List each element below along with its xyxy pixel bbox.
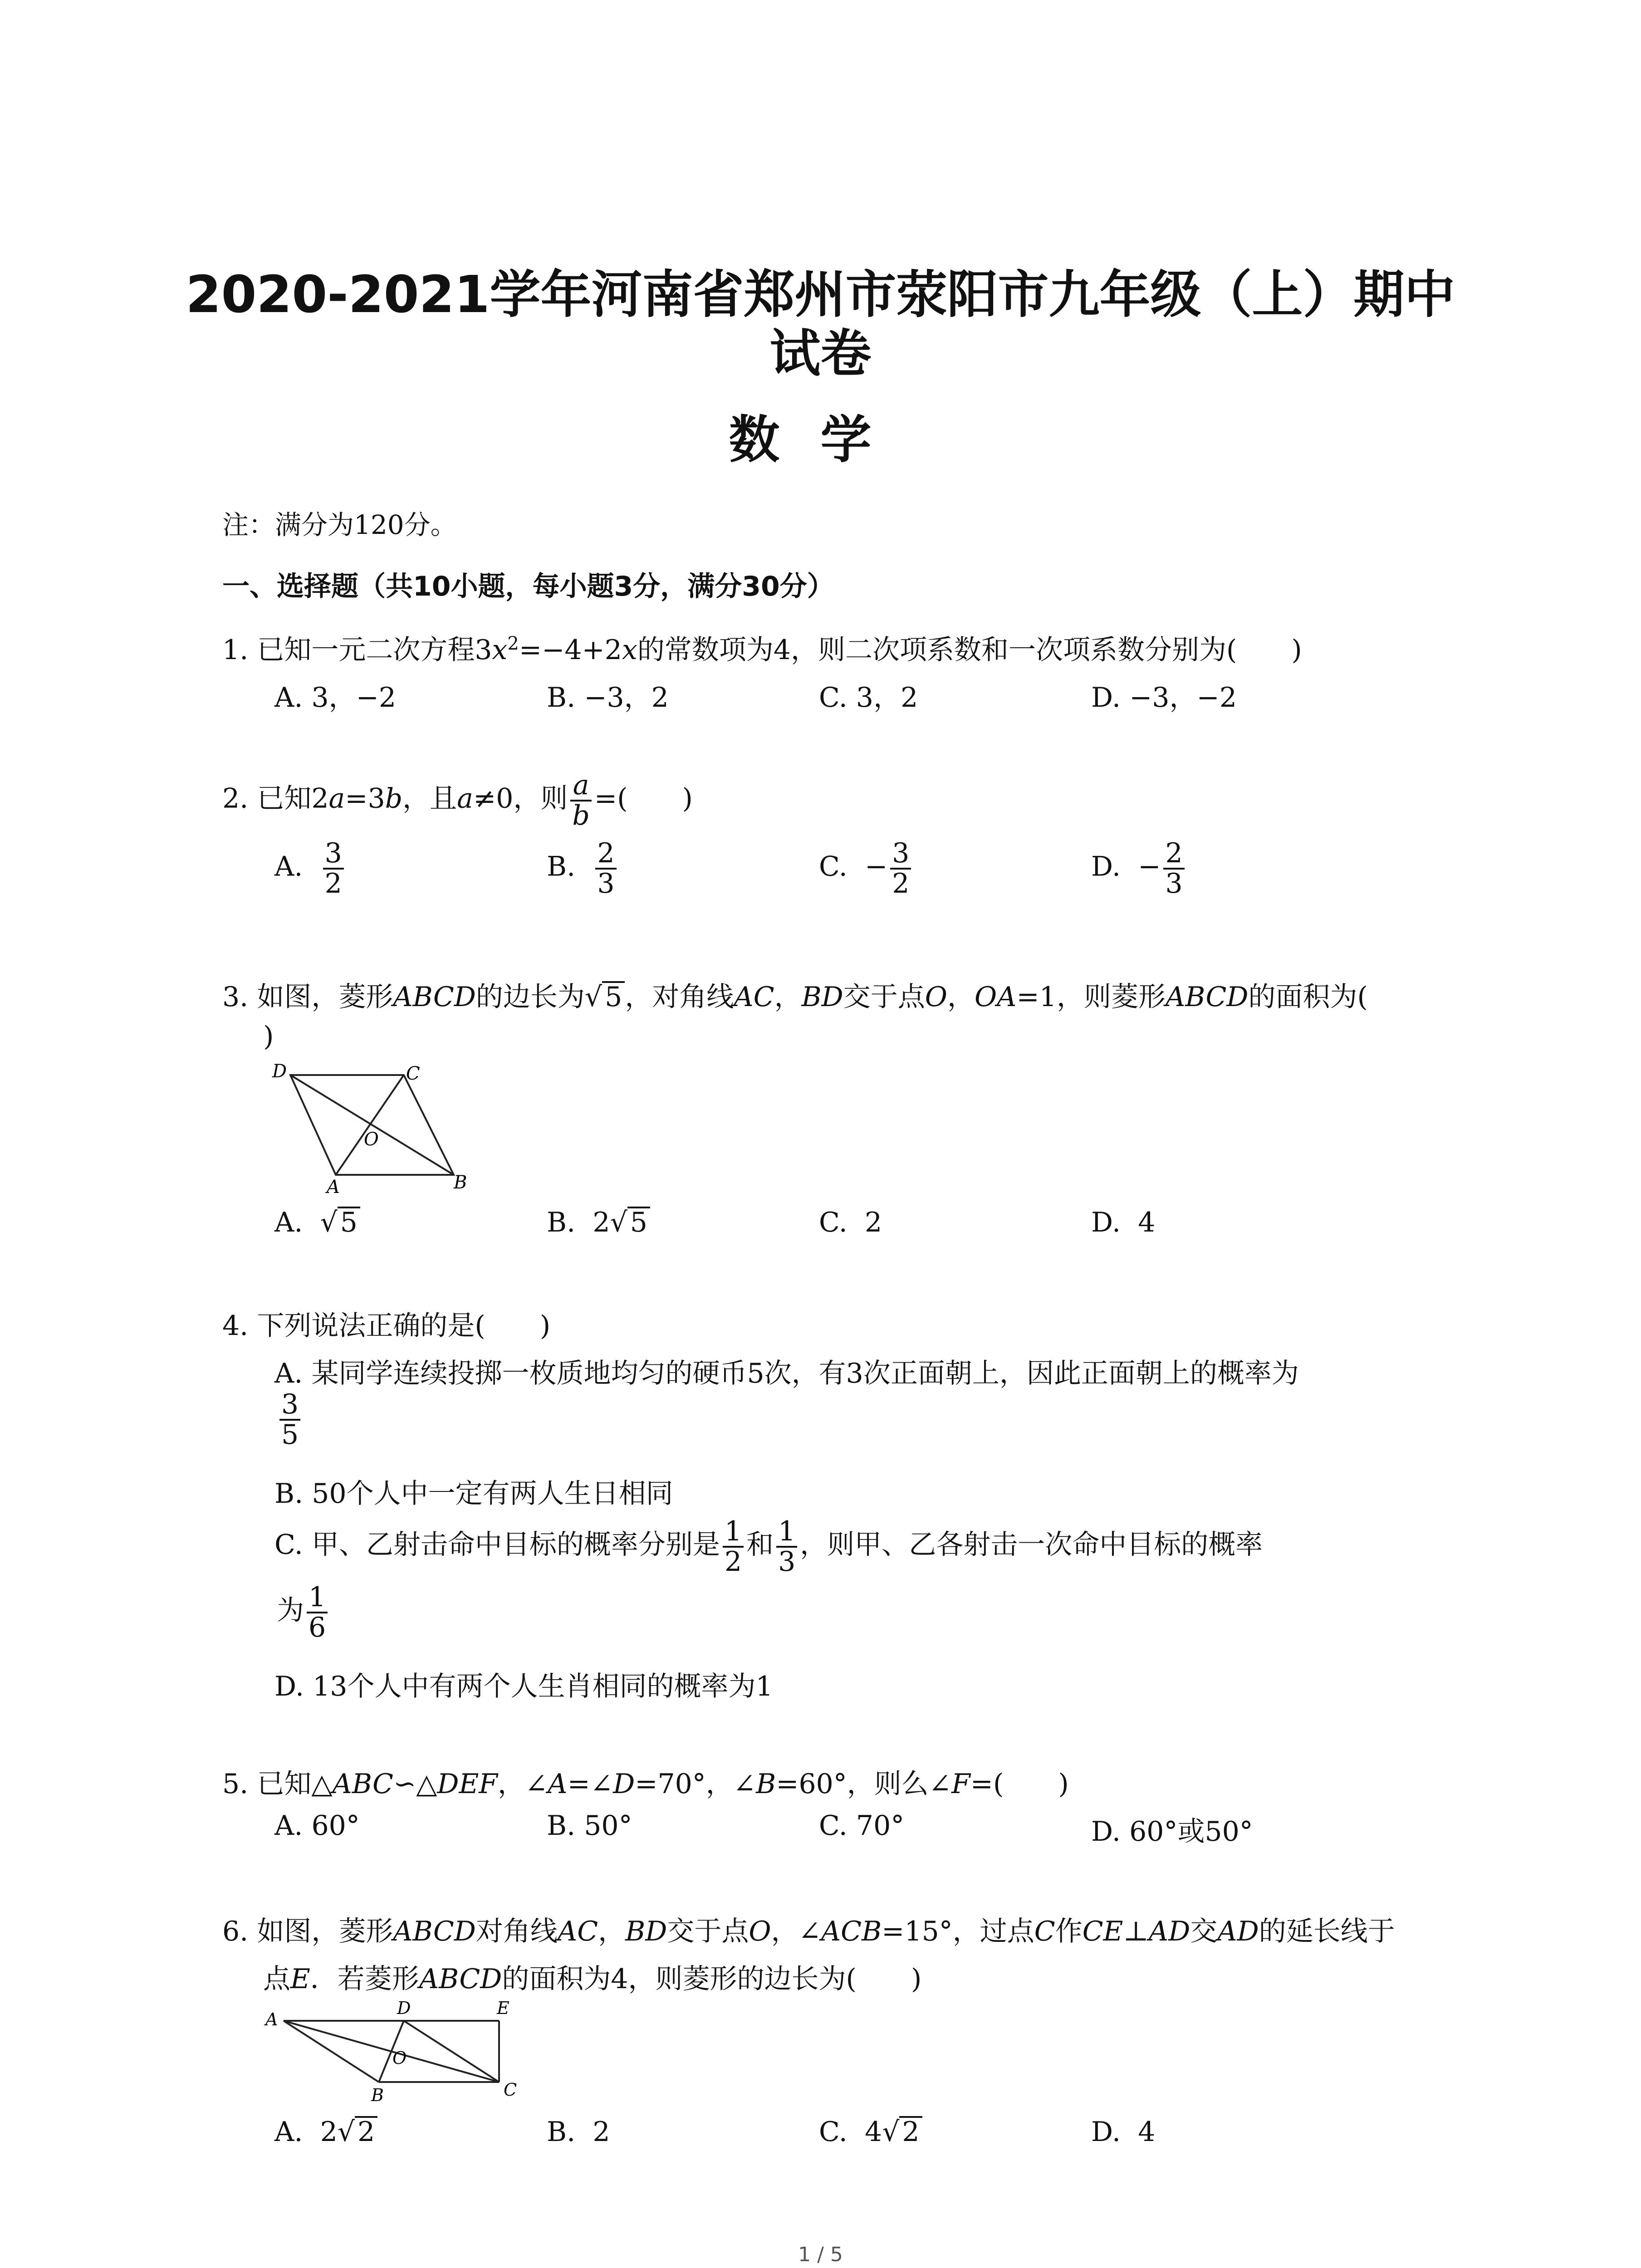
- question-6: 6. 如图，菱形ABCD对角线AC，BD交于点O，∠ACB=15°，过点C作CE⊥AD交AD的延长线于: [222, 1916, 1395, 1947]
- question-3: 3. 如图，菱形ABCD的边长为√ 5 ，对角线AC，BD交于点O，OA=1，则菱形ABCD的面积为(: [222, 981, 1368, 1013]
- question-4: 4. 下列说法正确的是( ): [222, 1310, 551, 1342]
- q1-option-b: B. −3，2: [547, 682, 669, 714]
- diagonal-ac: [336, 1075, 404, 1175]
- question-5: 5. 已知△ABC∽△DEF，∠A=∠D=70°，∠B=60°，则么∠F=( ): [222, 1768, 1069, 1800]
- q6-rhombus-figure: [263, 1996, 526, 2105]
- question-3-line2: ): [263, 1021, 274, 1052]
- score-note: 注：满分为120分。: [222, 509, 457, 540]
- q3-option-c: C. 2: [819, 1207, 882, 1238]
- q5-option-b: B. 50°: [547, 1810, 632, 1842]
- q3-option-d: D. 4: [1091, 1207, 1156, 1238]
- q4-option-a: A. 某同学连续投掷一枚质地均匀的硬币5次，有3次正面朝上，因此正面朝上的概率为: [274, 1358, 1299, 1389]
- q4-option-d: D. 13个人中有两个人生肖相同的概率为1: [274, 1671, 773, 1702]
- label-a: A: [265, 2009, 278, 2029]
- label-c: C: [504, 2080, 517, 2100]
- q2-option-d: D. − $\frac{2}{3}$: [1091, 839, 1187, 898]
- question-2: 2. 已知2a=3b，且a≠0，则 $\frac{a}{b}$ =( ): [222, 769, 693, 831]
- label-b: B: [454, 1172, 467, 1193]
- label-o: O: [364, 1129, 379, 1150]
- q2-option-c: C. − $\frac{3}{2}$: [819, 839, 914, 898]
- label-a: A: [327, 1177, 340, 1198]
- q4-option-c-line2: 为 $\frac{1}{6}$: [277, 1583, 330, 1642]
- subject-title: 数学: [729, 411, 912, 469]
- label-o: O: [392, 2048, 407, 2068]
- page-number: 1 / 5: [798, 2243, 843, 2266]
- q1-option-c: C. 3，2: [819, 682, 918, 714]
- q3-option-a: A. √ 5: [274, 1207, 360, 1238]
- q5-option-a: A. 60°: [274, 1810, 360, 1842]
- q4-option-b: B. 50个人中一定有两人生日相同: [274, 1478, 673, 1510]
- q1-option-d: D. −3，−2: [1091, 682, 1237, 714]
- exam-title-line1: 2020-2021学年河南省郑州市荥阳市九年级（上）期中: [186, 265, 1455, 324]
- label-c: C: [406, 1063, 420, 1084]
- label-e: E: [497, 1998, 509, 2018]
- q1-option-a: A. 3，−2: [274, 682, 397, 714]
- question-1: 1. 已知一元二次方程$3x^2=-4+2x$的常数项为4，则二次项系数和一次项系数分别为( ): [222, 633, 1302, 666]
- q4-option-c: C. 甲、乙射击命中目标的概率分别是 $\frac{1}{2}$ 和 $\frac{1}{3}$ ，则甲、乙各射击一次命中目标的概率: [274, 1515, 1263, 1578]
- q2-option-a: A. $\frac{3}{2}$: [274, 839, 347, 898]
- q6-option-d: D. 4: [1091, 2116, 1156, 2148]
- segment-dc: [404, 2021, 499, 2082]
- segment-ab: [284, 2021, 379, 2082]
- q6-option-c: C. 4√ 2: [819, 2116, 922, 2148]
- label-b: B: [371, 2085, 384, 2105]
- q6-option-a: A. 2√ 2: [274, 2116, 377, 2148]
- q2-option-b: B. $\frac{2}{3}$: [547, 839, 619, 898]
- section-heading: 一、选择题（共10小题，每小题3分，满分30分）: [222, 571, 834, 602]
- q3-option-b: B. 2√ 5: [547, 1207, 650, 1238]
- q3-rhombus-figure: [263, 1061, 481, 1198]
- q5-option-c: C. 70°: [819, 1810, 905, 1842]
- q5-option-d: D. 60°或50°: [1091, 1816, 1253, 1848]
- exam-title-line2: 试卷: [769, 324, 872, 383]
- q6-option-b: B. 2: [547, 2116, 610, 2148]
- q4-option-a-fraction: $\frac{3}{5}$: [277, 1390, 303, 1449]
- label-d: D: [397, 1998, 411, 2018]
- q2-fraction: $\frac{a}{b}$: [570, 771, 591, 830]
- label-d: D: [272, 1061, 287, 1082]
- question-6-line2: 点E．若菱形ABCD的面积为4，则菱形的边长为( ): [263, 1963, 922, 1995]
